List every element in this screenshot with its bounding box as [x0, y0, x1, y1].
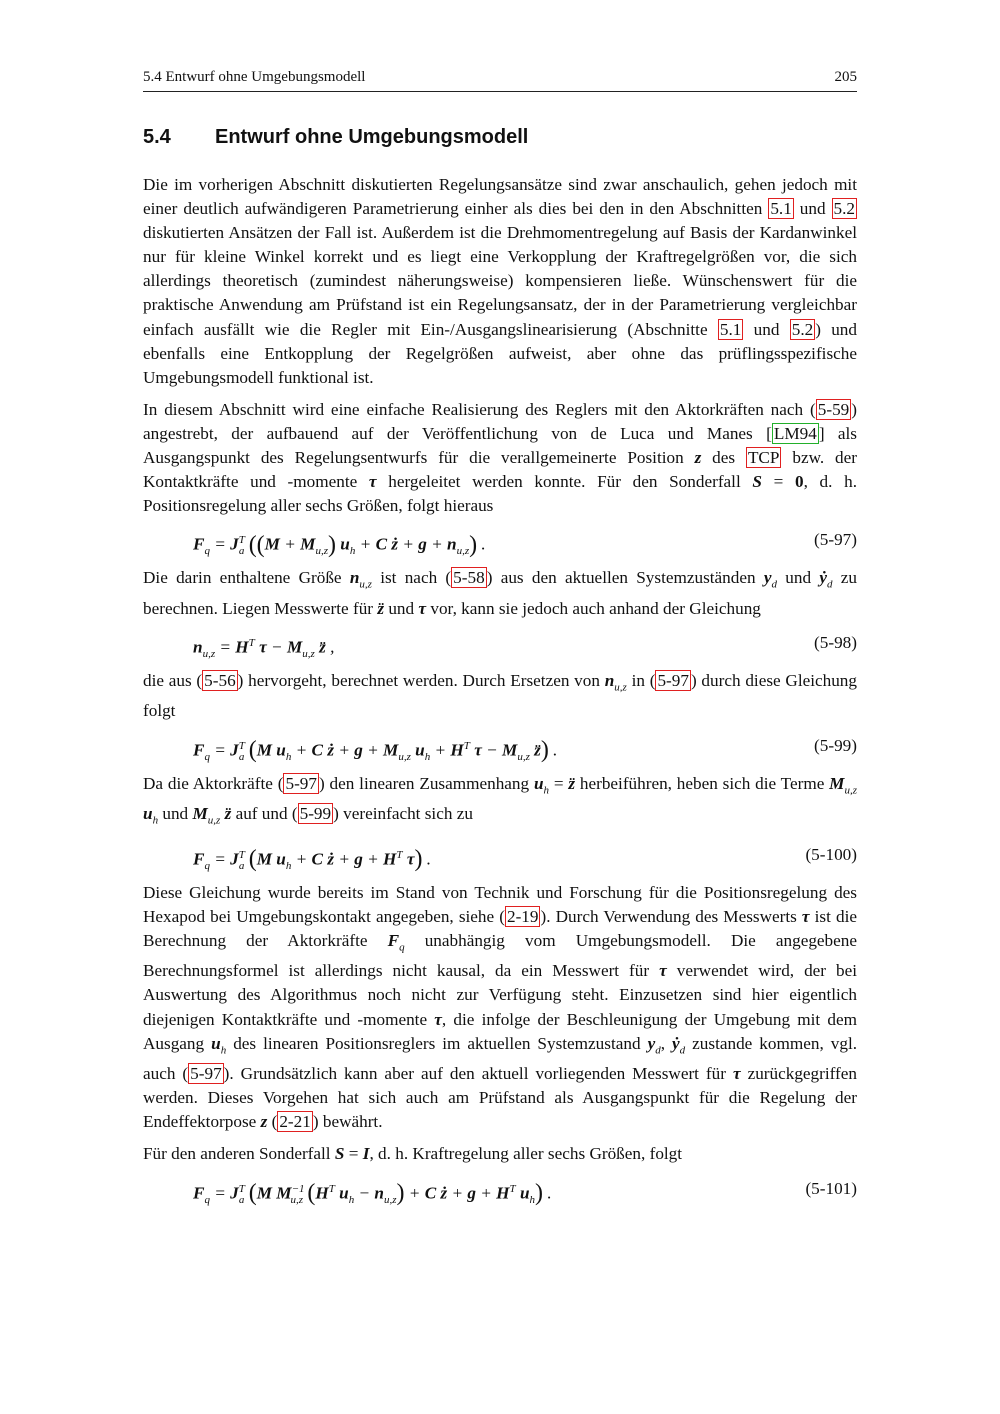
paragraph-2: In diesem Abschnitt wird eine einfache Realisierung des Reglers mit den Aktorkräften nach ( 5-59 ) angestrebt, der aufbauend auf der Veröffentlichung von de Luca und Manes [ LM94 ] als Ausgangspunkt des Regelungsentwurfs für die verallgemeinerte Position z des TCP bzw. der Kontaktkräfte und -momente τ hergeleitet werden konnte. Für den Sonderfall S = 0, d. h. Positionsregelung aller sechs Größen, folgt hieraus: [143, 399, 857, 516]
ref-tcp[interactable]: TCP: [747, 448, 780, 468]
ref-eq-5-59[interactable]: 5-59: [817, 399, 850, 419]
ref-section-5-1-b[interactable]: 5.1: [719, 319, 742, 339]
equation-number: (5-99): [814, 735, 857, 755]
header-section-title: 5.4 Entwurf ohne Umgebungsmodell: [143, 69, 366, 85]
body-text: [143, 173, 857, 1215]
ref-section-5-1[interactable]: 5.1: [770, 199, 792, 219]
ref-eq-5-99[interactable]: 5-99: [299, 804, 332, 824]
equation-5-97: $F_q = J^T_a$ ($(M + M_{u,z})$ $u_h + C$ ż + $g + n_{u,z}$) . (5-97): [193, 530, 857, 559]
equation-5-101: $F_q = J^T_a$ (M $M^{-1}_{u,z}$ ($H^T$ $u_h - n_{u,z}) + C$ ż + $g + H^T$ $u_h$) . (5-101): [193, 1178, 857, 1207]
equation-5-99: $F_q = J^T_a$ (M $u_h + C$ ż + $g + M_{u,z}$ $u_h + H^T$ $\tau - M_{u,z}$ z̈) . (5-99): [193, 735, 857, 764]
paragraph-4: die aus ( 5-56 ) hervorgeht, berechnet werden. Durch Ersetzen von $n_{u,z}$ in ( 5-97 ) durch diese Gleichung folgt: [143, 670, 857, 721]
ref-eq-5-97-c[interactable]: 5-97: [190, 1064, 222, 1084]
ref-eq-2-21[interactable]: 2-21: [279, 1112, 311, 1132]
ref-section-5-2-b[interactable]: 5.2: [791, 319, 814, 339]
section-number: 5.4: [143, 126, 171, 148]
ref-section-5-2[interactable]: 5.2: [833, 199, 856, 219]
equation-5-100: $F_q = J^T_a$ (M $u_h + C$ ż + $g + H^T$ τ) . (5-100): [193, 844, 857, 873]
ref-eq-5-97[interactable]: 5-97: [657, 670, 689, 690]
paragraph-1: Die im vorherigen Abschnitt diskutierten Regelungsansätze sind zwar anschaulich, gehen jedoch mit einer deutlich aufwändigeren Parametrierung einher als dies bei den in den Abschnitten 5.1 und 5.2 diskutierten Ansätzen der Fall ist. Außerdem ist die Drehmomentregelung auf Basis der Kardanwinkel nur für kleine Winkel korrekt und es liegt eine Verkopplung der Kraftregelgrößen vor, die sich allerdings theoretisch (zumindest näherungsweise) kompensieren ließe. Wünschenswert für die praktische Anwendung am Prüfstand ist ein Regelungsansatz, der in der Parametrierung vergleichbar einfach ausfällt wie die Regler mit Ein-/Ausgangslinearisierung (Abschnitte 5.1 und 5.2 ) und ebenfalls eine Entkopplung der Regelgrößen aufweist, aber ohne das prüflingsspezifische Umgebungsmodell funktional ist.: [143, 175, 857, 387]
equation-number: (5-101): [805, 1178, 857, 1198]
equation-number: (5-98): [814, 632, 857, 652]
ref-eq-5-97-b[interactable]: 5-97: [285, 773, 317, 793]
paragraph-6: Diese Gleichung wurde bereits im Stand von Technik und Forschung für die Positionsregelung des Hexapod bei Umgebungskontakt angegeben, siehe ( 2-19 ). Durch Verwendung des Messwerts τ ist die Berechnung der Aktorkräfte $F_q$ unabhängig vom Umgebungsmodell. Die angegebene Berechnungsformel ist allerdings nicht kausal, da ein Messwert für τ verwendet wird, der bei Auswertung des Algorithmus noch nicht zur Verfügung steht. Einzusetzen sind hier eigentlich diejenigen Kontaktkräfte und -momente τ, die infolge der Beschleunigung der Umgebung mit dem Ausgang $u_h$ des linearen Positionsreglers im aktuellen Systemzustand $y_d$, ẏ$_d$ zustande kommen, vgl. auch ( 5-97 ). Grundsätzlich kann aber auf den aktuell vorliegenden Messwert für τ zurückgegriffen werden. Dieses Vorgehen hat sich auch am Prüfstand als Ausgangspunkt für die Regelung der Endeffektorpose z ( 2-21 ) bewährt.: [143, 882, 858, 1132]
equation-5-98: $n_{u,z} = H^T$ $\tau - M_{u,z}$ z̈ , (5-98): [193, 632, 857, 661]
section-heading: [143, 126, 528, 149]
paragraph-7: Für den anderen Sonderfall S = I, d. h. Kraftregelung aller sechs Größen, folgt: [143, 1144, 683, 1164]
cite-lm94[interactable]: LM94: [773, 423, 817, 443]
running-header: [143, 67, 857, 92]
ref-eq-5-56[interactable]: 5-56: [204, 670, 236, 690]
paragraph-3: Die darin enthaltene Größe $n_{u,z}$ ist nach ( 5-58 ) aus den aktuellen Systemzuständen $y_d$ und ẏ$_d$ zu berechnen. Liegen Messwerte für z̈ und τ vor, kann sie jedoch auch anhand der Gleichung: [143, 568, 857, 618]
ref-eq-2-19[interactable]: 2-19: [506, 906, 539, 926]
equation-number: (5-97): [814, 530, 857, 550]
paragraph-5: Da die Aktorkräfte ( 5-97 ) den linearen Zusammenhang $u_h$ = z̈ herbeiführen, heben sich die Terme $M_{u,z}$ $u_h$ und $M_{u,z}$ z̈ auf und ( 5-99 ) vereinfacht sich zu: [143, 773, 857, 827]
section-title: Entwurf ohne Umgebungsmodell: [215, 126, 529, 148]
page-number: 205: [834, 69, 857, 85]
equation-number: (5-100): [805, 844, 857, 864]
ref-eq-5-58[interactable]: 5-58: [453, 568, 485, 588]
